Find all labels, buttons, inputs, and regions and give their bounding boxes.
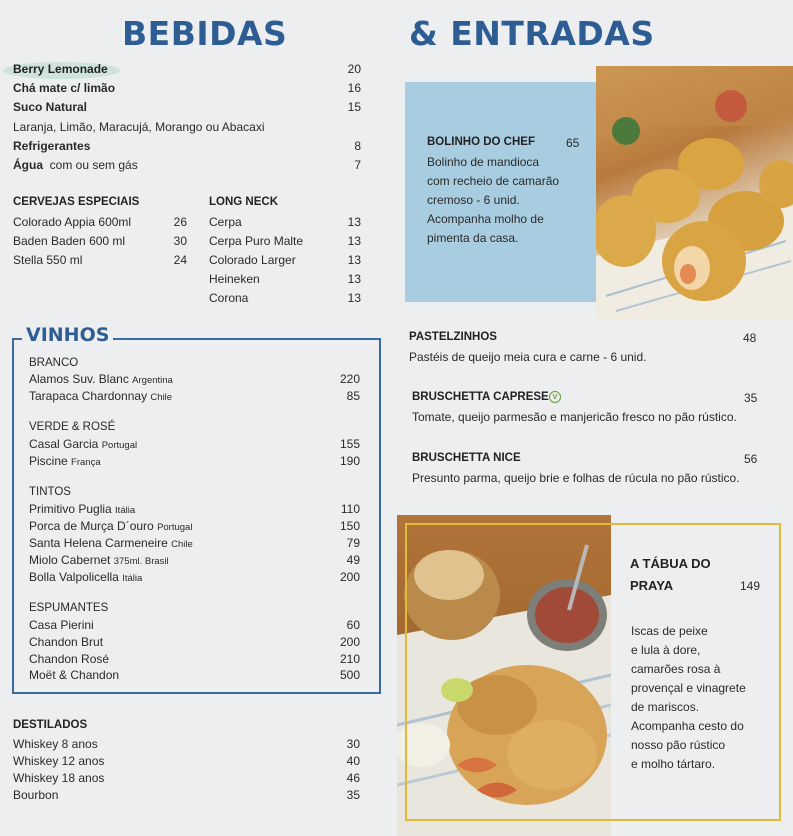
list-item: Laranja, Limão, Maracujá, Morango ou Abacaxi bbox=[13, 120, 265, 134]
entrada-title: PASTELZINHOS bbox=[409, 331, 497, 343]
wines-title: VINHOS bbox=[22, 324, 113, 346]
list-item: Colorado Larger 13 bbox=[209, 253, 361, 267]
entrada-price: 48 bbox=[743, 331, 757, 345]
wine-group-title: VERDE & ROSÉ bbox=[29, 421, 116, 433]
list-item: Stella 550 ml 24 bbox=[13, 253, 187, 267]
list-item: Chandon Rosé 210 bbox=[29, 652, 360, 666]
list-item: Colorado Appia 600ml 26 bbox=[13, 215, 187, 229]
list-item: Cerpa 13 bbox=[209, 215, 361, 229]
list-item: Porca de Murça D´ouro Portugal 150 bbox=[29, 519, 360, 533]
list-item: Água com ou sem gás 7 bbox=[13, 158, 361, 172]
list-item: Whiskey 12 anos 40 bbox=[13, 754, 360, 768]
list-item: Moët & Chandon 500 bbox=[29, 668, 360, 682]
list-item: Miolo Cabernet 375ml. Brasil 49 bbox=[29, 553, 360, 567]
list-item: Cerpa Puro Malte 13 bbox=[209, 234, 361, 248]
list-item: Santa Helena Carmeneire Chile 79 bbox=[29, 536, 360, 550]
list-item: Chá mate c/ limão 16 bbox=[13, 81, 361, 95]
section-title-cervejas: CERVEJAS ESPECIAIS bbox=[13, 196, 140, 208]
bolinho-title: BOLINHO DO CHEF bbox=[427, 136, 535, 148]
bolinho-description: Bolinho de mandioca com recheio de camarão cremoso - 6 unid. Acompanha molho de pimenta da casa. bbox=[427, 155, 560, 245]
list-item: Berry Lemonade 20 bbox=[13, 62, 361, 76]
list-item: Corona 13 bbox=[209, 291, 361, 305]
vegetarian-icon: V bbox=[549, 391, 561, 403]
entrada-title: BRUSCHETTA CAPRESE bbox=[412, 391, 549, 403]
tabua-description: Iscas de peixe e lula à dore, camarões rosa à provençal e vinagrete de mariscos. Acompanha cesto do nosso pão rústico e molho tártaro. bbox=[631, 624, 746, 771]
list-item: Whiskey 18 anos 46 bbox=[13, 771, 360, 785]
list-item: Whiskey 8 anos 30 bbox=[13, 737, 360, 751]
list-item: Alamos Suv. Blanc Argentina 220 bbox=[29, 372, 360, 386]
list-item: Primitivo Puglia Itália 110 bbox=[29, 502, 360, 516]
section-title-destilados: DESTILADOS bbox=[13, 719, 88, 731]
entrada-description: Pastéis de queijo meia cura e carne - 6 unid. bbox=[409, 350, 647, 364]
title-entradas: & ENTRADAS bbox=[409, 14, 655, 53]
list-item: Bolla Valpolicella Itália 200 bbox=[29, 570, 360, 584]
wine-group-title: ESPUMANTES bbox=[29, 602, 109, 614]
list-item: Casa Pierini 60 bbox=[29, 618, 360, 632]
bolinho-photo bbox=[596, 66, 793, 319]
entrada-price: 35 bbox=[744, 391, 758, 405]
tabua-price: 149 bbox=[740, 579, 761, 593]
entrada-description: Presunto parma, queijo brie e folhas de rúcula no pão rústico. bbox=[412, 471, 740, 485]
list-item: Casal Garcia Portugal 155 bbox=[29, 437, 360, 451]
list-item: Piscine França 190 bbox=[29, 454, 360, 468]
wine-group-title: BRANCO bbox=[29, 357, 79, 369]
list-item: Refrigerantes 8 bbox=[13, 139, 361, 153]
entrada-price: 56 bbox=[744, 452, 758, 466]
list-item: Baden Baden 600 ml 30 bbox=[13, 234, 187, 248]
entrada-title: BRUSCHETTA NICE bbox=[412, 452, 521, 464]
section-title-longneck: LONG NECK bbox=[209, 196, 278, 208]
tabua-title: A TÁBUA DO PRAYA bbox=[630, 556, 711, 593]
title-bebidas: BEBIDAS bbox=[122, 14, 288, 53]
bolinho-illustration bbox=[596, 66, 793, 319]
list-item: Tarapaca Chardonnay Chile 85 bbox=[29, 389, 360, 403]
list-item: Chandon Brut 200 bbox=[29, 635, 360, 649]
bolinho-price: 65 bbox=[566, 136, 580, 150]
list-item: Heineken 13 bbox=[209, 272, 361, 286]
wine-group-title: TINTOS bbox=[29, 486, 71, 498]
entrada-description: Tomate, queijo parmesão e manjericão fresco no pão rústico. bbox=[412, 410, 737, 424]
list-item: Bourbon 35 bbox=[13, 788, 360, 802]
list-item: Suco Natural 15 bbox=[13, 100, 361, 114]
